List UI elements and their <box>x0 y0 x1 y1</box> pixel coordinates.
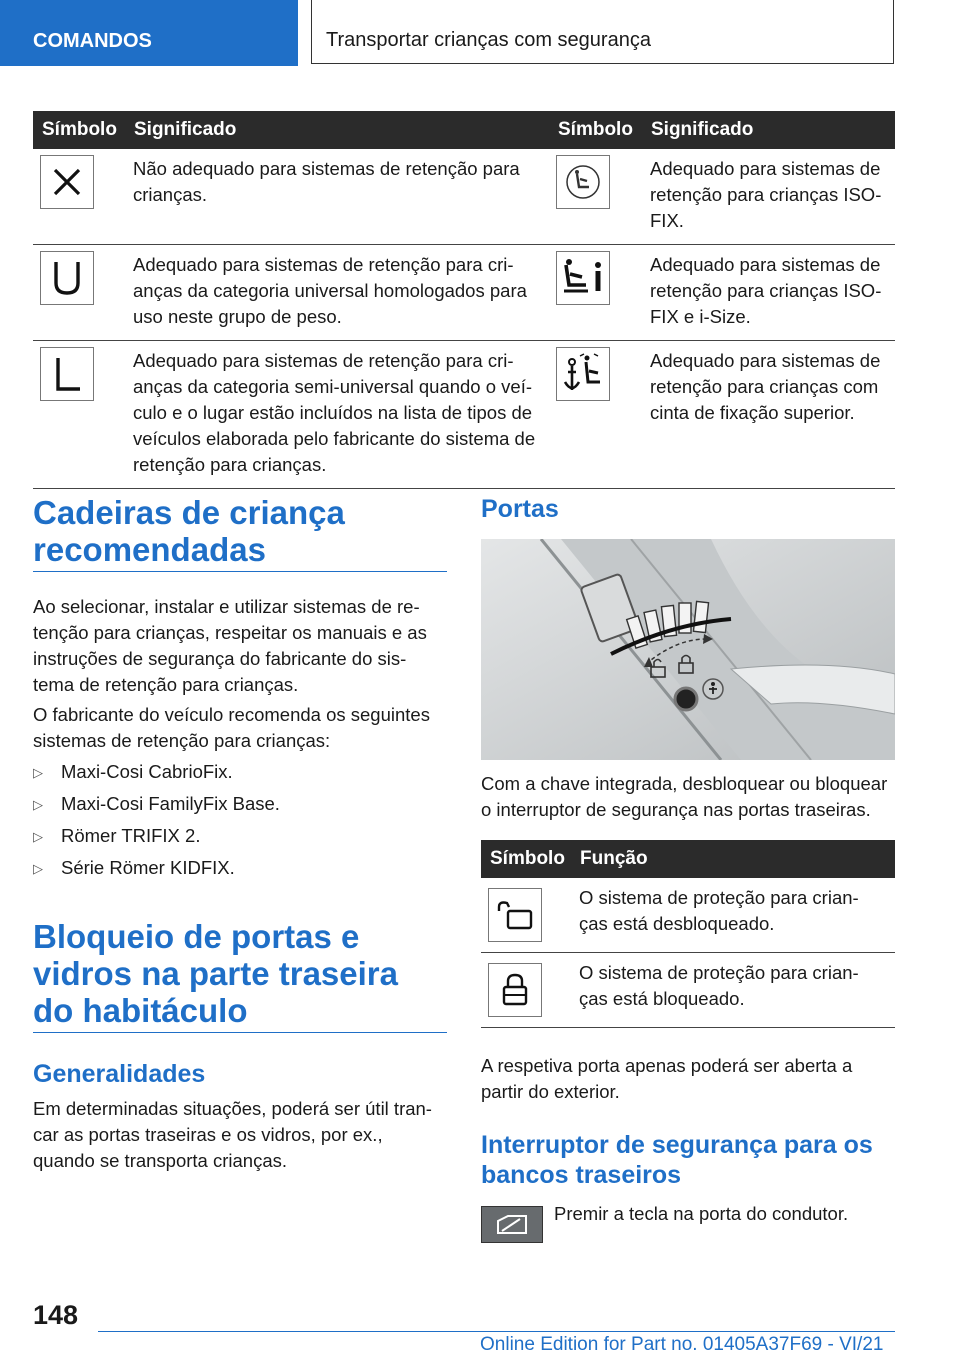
chapter-title: Transportar crianças com segurança <box>326 29 651 51</box>
page-number: 148 <box>33 1300 79 1330</box>
table-cell: Não adequado para sistemas de retenção para crianças. <box>133 158 520 205</box>
switch-instruction: Premir a tecla na porta do condutor. <box>554 1203 849 1224</box>
table-row <box>33 245 895 341</box>
top-tether-icon <box>556 347 610 401</box>
x-mark-icon <box>40 155 94 209</box>
triangle-bullet-icon: ▷ <box>33 829 43 844</box>
table-cell: O sistema de proteção para crian-ças está desbloqueado. <box>579 887 859 934</box>
footer-edition: Online Edition for Part no. 01405A37F69 - VI/21 <box>480 1334 884 1355</box>
doors-after-paragraph: A respetiva porta apenas poderá ser aberta a partir do exterior. <box>481 1055 853 1102</box>
column-header: Significado <box>642 111 895 149</box>
table-row <box>33 341 895 489</box>
doors-caption: Com a chave integrada, desbloquear ou bloquear o interruptor de segurança nas portas traseiras. <box>481 773 888 820</box>
locked-icon <box>488 963 542 1017</box>
table-cell: Adequado para sistemas de retenção para crianças ISO-FIX e i-Size. <box>650 254 882 327</box>
table-header-row <box>33 111 895 149</box>
l-letter-icon <box>40 347 94 401</box>
triangle-bullet-icon: ▷ <box>33 765 43 780</box>
table-row <box>481 953 895 1028</box>
footer-rule <box>98 1331 895 1332</box>
chapter-title-box <box>311 0 894 64</box>
table-cell: Adequado para sistemas de retenção para crianças com cinta de fixação superior. <box>650 350 881 423</box>
table-cell: Adequado para sistemas de retenção para crianças ISO-FIX. <box>650 158 882 231</box>
heading-rule <box>33 571 447 572</box>
column-header: Símbolo <box>33 111 125 149</box>
unlocked-icon <box>488 888 542 942</box>
column-header: Função <box>571 840 895 878</box>
table-header-row <box>481 840 895 878</box>
isofix-seat-icon <box>556 155 610 209</box>
column-header: Símbolo <box>481 840 571 878</box>
isize-seat-icon <box>556 251 610 305</box>
subheading-safety-switch: Interruptor de segurança para os bancos traseiros <box>481 1131 873 1189</box>
heading-rule <box>33 1032 447 1033</box>
table-cell: O sistema de proteção para crian-ças está bloqueado. <box>579 962 859 1009</box>
section-heading-recommended: Cadeiras de criança recomendadas <box>33 494 345 568</box>
subheading-portas: Portas <box>481 495 559 523</box>
symbol-table <box>33 111 895 489</box>
triangle-bullet-icon: ▷ <box>33 797 43 812</box>
recommended-paragraph-2: O fabricante do veículo recomenda os seguintes sistemas de retenção para crianças: <box>33 704 430 751</box>
door-lock-photo <box>481 539 895 760</box>
subheading-generalidades: Generalidades <box>33 1060 206 1088</box>
u-letter-icon <box>40 251 94 305</box>
window-lock-button-icon <box>481 1206 543 1243</box>
column-header: Símbolo <box>549 111 642 149</box>
table-cell: Adequado para sistemas de retenção para cri-anças da categoria universal homologados para uso neste grupo de peso. <box>133 254 527 327</box>
triangle-bullet-icon: ▷ <box>33 861 43 876</box>
section-label: COMANDOS <box>33 30 152 52</box>
column-header: Significado <box>125 111 549 149</box>
table-row <box>33 149 895 245</box>
section-tab <box>0 0 298 66</box>
generalidades-paragraph: Em determinadas situações, poderá ser útil tran-car as portas traseiras e os vidros, por ex., quando se transporta crianças. <box>33 1098 432 1171</box>
door-function-table <box>481 840 895 1028</box>
recommended-paragraph-1: Ao selecionar, instalar e utilizar sistemas de re-tenção para crianças, respeitar os manuais e as instruções de segurança do fabricante do sis-tema de retenção para crianças. <box>33 596 427 695</box>
table-row <box>481 878 895 953</box>
table-cell: Adequado para sistemas de retenção para cri-anças da categoria semi-universal quando o veí-culo e o lugar estão incluídos na lista de tipos de veículos elaborada pelo fabricante do sistema de retenção para crianças. <box>133 350 536 475</box>
section-heading-lock: Bloqueio de portas e vidros na parte traseira do habitáculo <box>33 918 398 1029</box>
